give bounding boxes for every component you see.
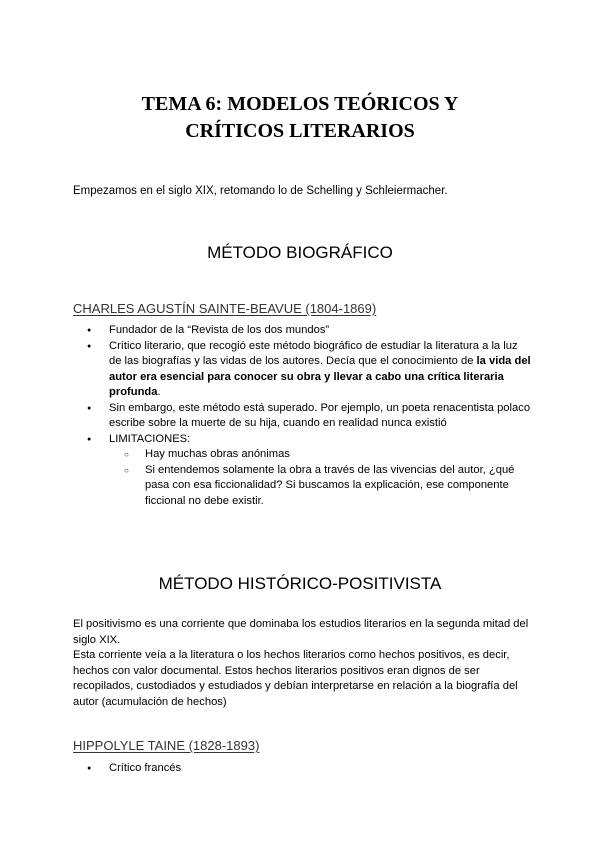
section-heading-biografico: MÉTODO BIOGRÁFICO (207, 243, 393, 262)
sub-list-item: ○ Si entendemos solamente la obra a través de las vivencias del autor, ¿qué pasa con esa ficcionalidad? Si buscamos la explicación, ese componente ficcional no debe existir. (109, 463, 533, 510)
list-item (73, 401, 533, 432)
bullet-text: Crítico francés (109, 762, 182, 774)
list-item (73, 339, 533, 401)
paragraph-2: Esta corriente veía a la literatura o los hechos literarios como hechos positivos, es decir, hechos con valor documental. Estos hechos literarios positivos eran dignos de ser recopilados, custodiados y estudiados y debían interpretarse en relación a la biografía del autor (acumulación de hechos) (73, 649, 518, 708)
title-line-1: TEMA 6: MODELOS TEÓRICOS Y (141, 93, 459, 115)
bullet-text: Crítico literario, que recogió este método biográfico de estudiar la literatura a la luz de las biografías y las vidas de los autores. Decía que el conocimiento de (109, 339, 518, 367)
subheading-taine: HIPPOLYLE TAINE (1828-1893) (73, 738, 260, 753)
title-line-2: CRÍTICOS LITERARIOS (185, 120, 415, 142)
historico-bullet-list (73, 761, 533, 777)
bullet-text: Sin embargo, este método está superado. Por ejemplo, un poeta renacentista polaco escribe sobre la muerte de su hija, cuando en realidad nunca existió (109, 401, 531, 429)
list-item (73, 432, 533, 510)
subheading-sainte-beuve: CHARLES AGUSTÍN SAINTE-BEAVUE (1804-1869) (73, 301, 377, 316)
intro-paragraph: Empezamos en el siglo XIX, retomando lo de Schelling y Schleiermacher. (73, 185, 448, 197)
bullet-text: Fundador de la “Revista de los dos mundos” (109, 324, 330, 336)
sub-list-item: ○ Hay muchas obras anónimas (109, 447, 533, 463)
document-title (0, 91, 600, 145)
paragraph-1: El positivismo es una corriente que dominaba los estudios literarios en la segunda mitad del siglo XIX. (73, 618, 529, 646)
biografico-bullet-list (73, 323, 533, 509)
list-item (73, 761, 533, 777)
bullet-text: LIMITACIONES: (109, 432, 191, 445)
bullet-text-end: . (157, 386, 161, 398)
section-heading-historico: MÉTODO HISTÓRICO-POSITIVISTA (158, 574, 442, 593)
limitaciones-sublist (109, 447, 533, 509)
list-item (73, 323, 533, 339)
bullet-bold-text: la vida del autor era esencial para conocer su obra y llevar a cabo una crítica literaria profunda (109, 355, 531, 398)
positivismo-paragraph (73, 617, 533, 710)
